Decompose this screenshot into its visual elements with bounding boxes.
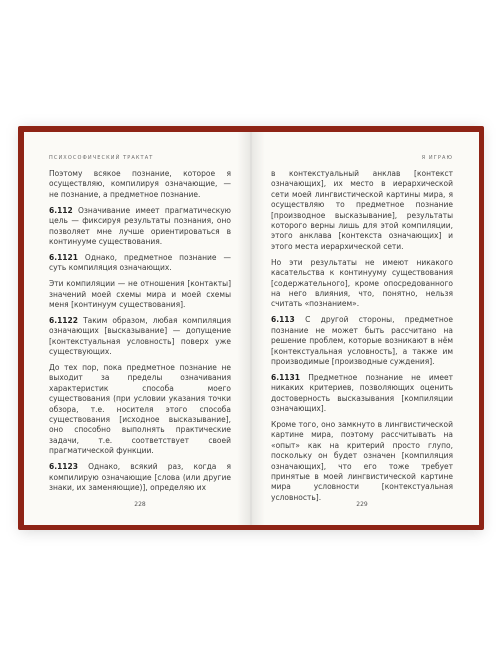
paragraph-text: Предметное познание не имеет никаких критериев, позволяющих оценить достоверность высказывания [компиляции означающих].: [271, 372, 454, 414]
paragraph-text: Эти компиляции — не отношения [контакты] значений моей схемы мира и моей схемы меня [континуум существования].: [49, 279, 231, 309]
paragraph: [49, 462, 231, 493]
paragraph: [49, 253, 231, 274]
paragraph: [271, 258, 453, 310]
book-gutter: [237, 132, 265, 525]
paragraph-text: Кроме того, оно замкнуто в лингвистической картине мира, поэтому рассчитывать на «опыт» как на критерий просто глупо, поскольку он будет означен [компиляция означающих], что его тоже требует принятые в моей лингвистической картине мира условности [контекстуальная условность].: [271, 419, 453, 502]
left-page-body: [49, 169, 231, 493]
section-number: 6.1131: [271, 372, 300, 382]
paragraph-text: Означивание имеет прагматическую цель — фиксируя результаты познания, оно позволяет мне лучше ориентироваться в континууме существования.: [49, 205, 231, 246]
page-number-left: 228: [134, 501, 146, 508]
paragraph: [271, 169, 453, 252]
paragraph-text: До тех пор, пока предметное познание не выходит за пределы означивания характеристик способа моего существования (при условии указания точки обзора, т.е. носителя этого способа существования [исходное высказывание], оно способно выполнять практические задачи, т.е. соответствует своей прагматической функции.: [49, 363, 231, 456]
paragraph-text: Поэтому всякое познание, которое я осуществляю, компилируя означающие, — не познание, а предметное познание.: [49, 169, 231, 199]
paragraph-text: Однако, предметное познание — суть компиляция означающих.: [49, 252, 231, 273]
section-number: 6.113: [271, 315, 295, 325]
paragraph-text: Таким образом, любая компиляция означающих [высказывание] — допущение [контекстуальная условность] поверх уже существующих.: [49, 315, 231, 357]
left-page: [24, 132, 251, 525]
paragraph: [49, 169, 231, 200]
page-number-right: 229: [356, 501, 368, 508]
right-page: [251, 132, 479, 525]
paragraph: [49, 363, 231, 457]
paragraph: [271, 315, 453, 367]
section-number: 6.112: [49, 205, 73, 215]
paragraph: [49, 316, 231, 358]
paragraph-text: С другой стороны, предметное познание не может быть рассчитано на решение проблем, которые возникают в нём [контекстуальная условность], а также им производимые [производные суждения].: [271, 315, 454, 366]
paragraph-text: Однако, всякий раз, когда я компилирую означающие [слова (или другие знаки, их заменяющие)], определяю их: [49, 462, 231, 492]
running-head-left: ПСИХОСОФИЧЕСКИЙ ТРАКТАТ: [49, 155, 154, 161]
section-number: 6.1121: [49, 252, 78, 262]
paragraph: [49, 279, 231, 310]
section-number: 6.1123: [49, 462, 78, 472]
section-number: 6.1122: [49, 315, 78, 325]
running-head-right: Я ИГРАЮ: [421, 155, 453, 161]
right-page-body: [271, 169, 453, 503]
paragraph-text: Но эти результаты не имеют никакого касательства к континууму существования [содержательного], кроме опосредованного на него влияния, что, понятно, нельзя считать «познанием».: [271, 257, 453, 309]
paragraph-text: в контекстуальный анклав [контекст означающих], их место в иерархической сети моей лингвистической картины мира, я осуществляю то предметное познание [производное высказывание], результаты которого верны лишь для этой компиляции, этого анклава [контекста означающих] и этого места иерархической сети.: [271, 169, 453, 251]
paragraph: [271, 373, 453, 415]
paragraph: [49, 206, 231, 248]
paragraph: [271, 420, 453, 503]
